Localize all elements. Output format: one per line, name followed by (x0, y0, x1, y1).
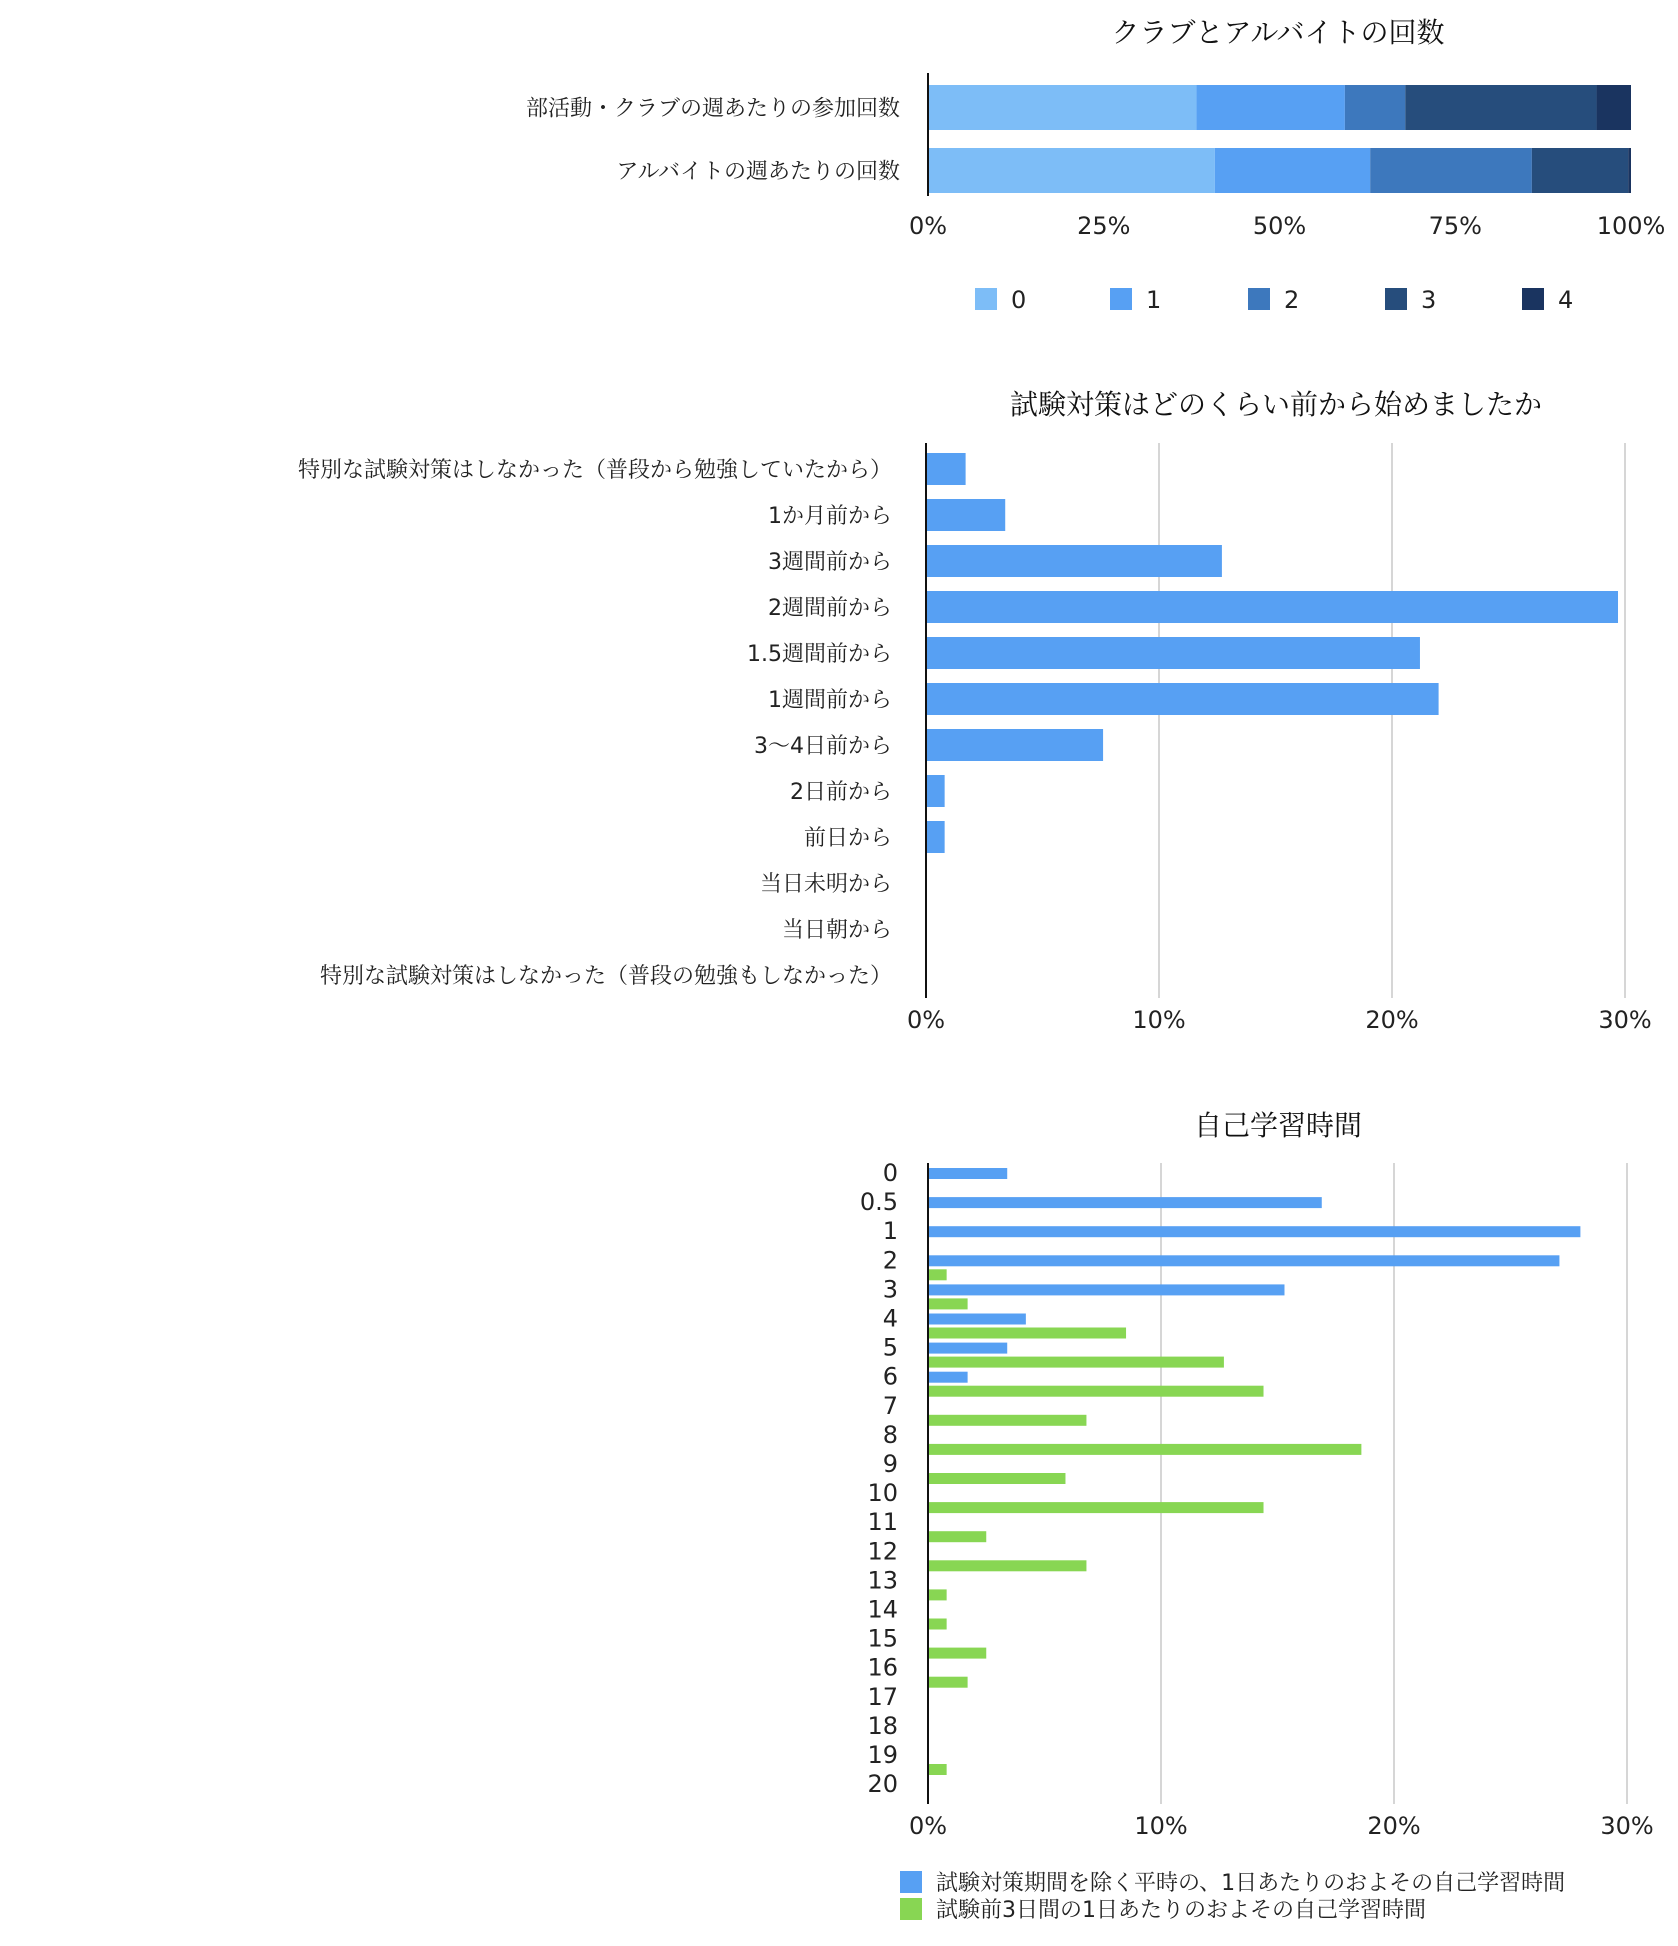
chart2-category-labels (298, 458, 892, 989)
category-label: 9 (882, 1450, 898, 1478)
chart3-category-labels (860, 1159, 898, 1798)
self-study-chart (860, 1109, 1654, 1923)
x-tick-label: 0% (908, 1812, 948, 1840)
x-tick-label: 20% (1367, 1812, 1421, 1840)
bar (928, 1314, 1026, 1325)
bar (928, 1255, 1559, 1266)
bar (928, 1372, 968, 1383)
legend-swatch (1248, 288, 1270, 310)
x-tick-label: 0% (906, 1006, 946, 1034)
legend-swatch (1385, 288, 1407, 310)
category-label: 当日朝から (781, 918, 892, 943)
x-tick-label: 20% (1365, 1006, 1419, 1034)
legend-swatch (1110, 288, 1132, 310)
legend-label: 0 (1011, 286, 1027, 314)
bar (928, 1357, 1224, 1368)
bar-segment (928, 85, 1197, 130)
category-label: 3〜4日前から (754, 734, 892, 759)
x-tick-label: 75% (1428, 212, 1482, 240)
x-tick-label: 25% (1077, 212, 1131, 240)
x-tick-label: 10% (1134, 1812, 1188, 1840)
chart1-category-labels (526, 97, 900, 185)
bar-segment (1597, 85, 1631, 130)
bar (928, 1677, 968, 1688)
category-label: 16 (867, 1653, 898, 1682)
category-label: 18 (867, 1711, 898, 1740)
category-label: 0.5 (859, 1188, 898, 1217)
bar (926, 637, 1420, 669)
bar (926, 683, 1439, 715)
bar (928, 1298, 968, 1309)
club-parttime-chart (526, 16, 1665, 314)
bar (928, 1502, 1264, 1513)
category-label: 20 (867, 1770, 898, 1799)
chart1-plot (928, 73, 1631, 196)
bar (928, 1328, 1126, 1339)
prep-start-chart (298, 388, 1652, 1034)
bar (928, 1343, 1007, 1354)
legend-label: 試験対策期間を除く平時の、1日あたりのおよその自己学習時間 (936, 1871, 1566, 1896)
category-label: 2週間前から (768, 596, 892, 621)
category-label: 1週間前から (768, 688, 892, 713)
chart3-legend (900, 1871, 1565, 1923)
category-label: 2 (882, 1246, 898, 1275)
x-tick-label: 10% (1132, 1006, 1186, 1034)
bar-segment (928, 148, 1215, 193)
bar-segment (1628, 148, 1631, 193)
category-label: 19 (867, 1741, 898, 1769)
bar (926, 821, 945, 853)
bar (926, 499, 1005, 531)
legend-swatch (1522, 288, 1544, 310)
legend-swatch (900, 1871, 922, 1893)
chart2-x-ticks (907, 1006, 1652, 1034)
chart3-plot (928, 1163, 1580, 1804)
category-label: 1.5週間前から (747, 642, 892, 667)
x-tick-label: 0% (908, 212, 948, 240)
chart2-plot (926, 443, 1618, 998)
bar (928, 1619, 947, 1630)
category-label: 8 (882, 1420, 898, 1449)
category-label: 12 (867, 1537, 898, 1566)
category-label: アルバイトの週あたりの回数 (616, 159, 900, 185)
legend-label: 1 (1146, 286, 1162, 314)
legend-label: 4 (1558, 286, 1574, 314)
category-label: 6 (882, 1362, 898, 1391)
chart3-title: 自己学習時間 (1193, 1109, 1363, 1142)
category-label: 特別な試験対策はしなかった（普段の勉強もしなかった） (319, 964, 892, 989)
bar (928, 1473, 1065, 1484)
chart1-x-ticks (909, 212, 1665, 240)
bar-segment (1345, 85, 1405, 130)
category-label: 10 (867, 1479, 898, 1508)
bar (928, 1284, 1284, 1295)
category-label: 11 (867, 1508, 898, 1537)
bar (928, 1589, 947, 1600)
bar (926, 775, 945, 807)
category-label: 5 (882, 1333, 898, 1362)
chart2-gridlines (1159, 443, 1625, 998)
bar (926, 591, 1618, 623)
bar (928, 1415, 1086, 1426)
bar (928, 1764, 947, 1775)
category-label: 14 (867, 1595, 898, 1624)
x-tick-label: 30% (1600, 1812, 1654, 1840)
bar (928, 1269, 947, 1280)
category-label: 13 (867, 1566, 898, 1595)
legend-label: 2 (1284, 286, 1300, 314)
bar (928, 1386, 1264, 1397)
category-label: 3週間前から (768, 550, 892, 575)
category-label: 15 (867, 1624, 898, 1653)
bar (928, 1168, 1007, 1179)
bar-segment (1370, 148, 1532, 193)
category-label: 1か月前から (768, 504, 892, 529)
bar (926, 729, 1103, 761)
chart1-title: クラブとアルバイトの回数 (1111, 16, 1445, 49)
bar (926, 545, 1222, 577)
bar (928, 1444, 1361, 1455)
x-tick-label: 30% (1598, 1006, 1652, 1034)
x-tick-label: 100% (1596, 212, 1666, 240)
chart3-x-ticks (909, 1812, 1654, 1840)
bar-segment (1532, 148, 1628, 193)
bar-segment (1197, 85, 1345, 130)
category-label: 2日前から (790, 780, 892, 805)
legend-swatch (975, 288, 997, 310)
bar (928, 1226, 1580, 1237)
bar-segment (1405, 85, 1596, 130)
chart1-legend (975, 286, 1573, 314)
bar (928, 1648, 986, 1659)
category-label: 7 (882, 1391, 898, 1420)
category-label: 3 (882, 1275, 898, 1304)
category-label: 0 (882, 1159, 898, 1187)
bar (928, 1531, 986, 1542)
bar (926, 453, 966, 485)
legend-label: 試験前3日間の1日あたりのおよその自己学習時間 (936, 1898, 1426, 1923)
chart2-title: 試験対策はどのくらい前から始めましたか (1009, 388, 1543, 421)
category-label: 特別な試験対策はしなかった（普段から勉強していたから） (297, 458, 892, 483)
legend-swatch (900, 1898, 922, 1920)
category-label: 4 (882, 1304, 898, 1333)
category-label: 前日から (803, 826, 892, 851)
x-tick-label: 50% (1252, 212, 1307, 240)
bar (928, 1197, 1322, 1208)
category-label: 当日未明から (759, 872, 892, 897)
category-label: 17 (867, 1682, 898, 1711)
bar-segment (1215, 148, 1370, 193)
legend-label: 3 (1421, 286, 1437, 314)
category-label: 部活動・クラブの週あたりの参加回数 (525, 96, 900, 122)
bar (928, 1560, 1086, 1571)
category-label: 1 (882, 1217, 898, 1246)
